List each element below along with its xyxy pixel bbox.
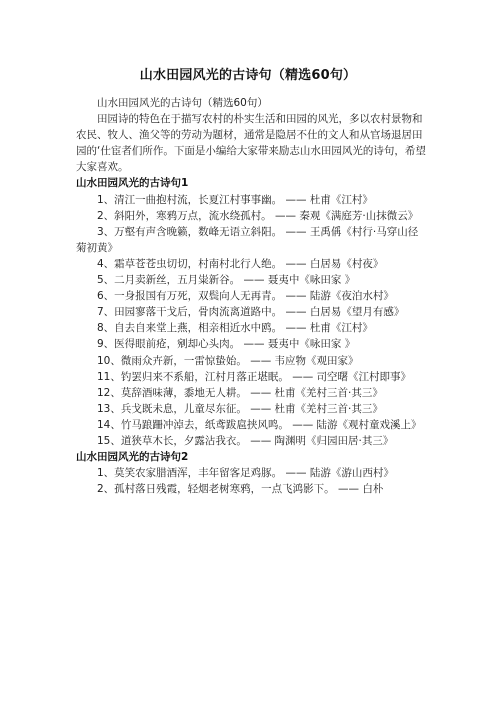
document-subtitle: 山水田园风光的古诗句（精选60句）: [97, 97, 268, 109]
section-heading: 山水田园风光的古诗句1: [76, 177, 189, 190]
poem-line: 9、医得眼前疮，剜却心头肉。 —— 聂夷中《咏田家 》: [97, 338, 356, 351]
document-title: 山水田园风光的古诗句（精选60句）: [139, 68, 357, 83]
document-body: [76, 95, 428, 497]
poem-line: 6、一身报国有万死，双鬓向人无再青。 —— 陆游《夜泊水村》: [97, 290, 394, 303]
poem-line: 4、霜草苍苍虫切切，村南村北行人绝。 —— 白居易《村夜》: [97, 257, 384, 270]
poem-line: 1、清江一曲抱村流，长夏江村事事幽。 —— 杜甫《江村》: [97, 193, 373, 206]
poem-line: 5、二月卖新丝，五月粜新谷。 —— 聂夷中《咏田家 》: [97, 274, 356, 287]
section-heading: 山水田园风光的古诗句2: [76, 451, 189, 464]
poem-line: 11、钓罢归来不系船，江村月落正堪眠。 —— 司空曙《江村即事》: [97, 370, 412, 383]
poem-line: 13、兵戈既未息，儿童尽东征。 —— 杜甫《羌村三首·其三》: [97, 402, 383, 415]
poem-line: 10、微雨众卉新，一雷惊蛰始。 —— 韦应物《观田家》: [97, 354, 359, 367]
poem-line: 15、道狭草木长，夕露沾我衣。 —— 陶渊明《归园田居·其三》: [97, 434, 394, 447]
poem-line: 2、孤村落日残霞，轻烟老树寒鸦，一点飞鸿影下。 —— 白朴: [97, 483, 384, 496]
poem-line: 7、田园寥落干戈后，骨肉流离道路中。 —— 白居易《望月有感》: [97, 306, 405, 319]
poem-line: 1、莫笑农家腊酒浑，丰年留客足鸡豚。 —— 陆游《游山西村》: [97, 467, 394, 480]
poem-line: 14、竹马踉跚冲淖去，纸鸢跋扈挟风鸣。 —— 陆游《观村童戏溪上》: [97, 418, 422, 431]
poem-line: 12、莫辞酒味薄，黍地无人耕。 —— 杜甫《羌村三首·其三》: [97, 386, 383, 399]
poem-line: 3、万壑有声含晚籁，数峰无语立斜阳。 —— 王禹偁《村行·马穿山径菊初黄》: [76, 225, 419, 254]
poem-line: 8、自去自来堂上燕，相亲相近水中鸥。 —— 杜甫《江村》: [97, 322, 373, 335]
intro-paragraph: 田园诗的特色在于描写农村的朴实生活和田园的风光，多以农村景物和农民、牧人、渔父等的劳动为题材，通常是隐居不仕的文人和从官场退居田园的‘仕宦者们所作。下面是小编给大家带来励志山水田园风光的诗句，希望大家喜欢。: [76, 113, 426, 174]
poem-line: 2、斜阳外，寒鸦万点，流水绕孤村。 —— 秦观《满庭芳·山抹微云》: [97, 209, 419, 222]
